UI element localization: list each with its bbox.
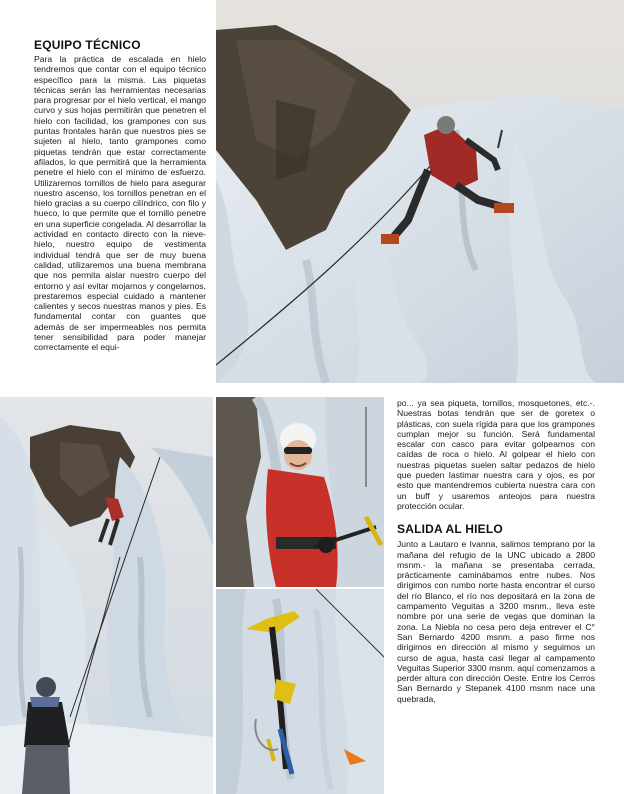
section-text-salida xyxy=(397,539,595,704)
photo-ice-axe xyxy=(216,589,384,794)
section-heading-equipo: EQUIPO TÉCNICO xyxy=(34,38,141,52)
paragraph-equipo: Para la práctica de escalada en hielo tendremos que contar con el equipo técnico específico para la misma. Las piquetas técnicas serán las herramientas necesarias para progresar por el hielo vertical, el mango curvo y sus hojas permitirán que penetren el hielo con facilidad, los grampones con sus puntas frontales harán que nuestros pies se sujeten al hielo, tanto grampones como piquetas tendrán que estar correctamente afilados, lo que permitirá que la herramienta penetre el hielo con el mínimo de esfuerzo. Utilizaremos tornillos de hielo para asegurar nuestro ascenso, los tornillos penetran en el hielo gracias a su cuerpo cilíndrico, con filo y hueco, lo que permite que el tornillo penetre en una superficie congelada. Al desarrollar la actividad en contacto directo con la nieve-hielo, nuestro equipo de vestimenta individual tendrá que ser de muy buena calidad, utilizaremos una buena membrana que nos permita aislar nuestro cuerpo del entorno y así evitar mojarnos y congelarnos, prestaremos especial cuidado a mantener calientes y secos nuestras manos y pies. Es fundamental contar con guantes que además de ser impermeables nos permita tener sensibilidad para poder manejar correctamente el equi- xyxy=(34,54,206,353)
photo-ice-climber xyxy=(216,0,624,383)
photo-smiling-climber xyxy=(216,397,384,587)
continuation-text xyxy=(397,398,595,511)
text-column-right xyxy=(397,398,595,704)
section-heading-salida: SALIDA AL HIELO xyxy=(397,522,503,537)
paragraph-continuation: po... ya sea piqueta, tornillos, mosquetones, etc.-. Nuestras botas tendrán que ser de goretex o plásticas, con suela rígida para que los grampones cumplan mejor su función. Será fundamental escalar con casco para evitar golpearnos con caídas de roca o hielo. Al golpear el hielo con nuestras piquetas suelen saltar pedazos de hielo que pueden lastimar nuestra cara y ojos, es por esto que mantendremos cubierta nuestra cara con un buff y usaremos anteojos para nuestra protección ocular. xyxy=(397,398,595,511)
paragraph-salida: Junto a Lautaro e Ivanna, salimos temprano por la mañana del refugio de la UNC ubicado a 2800 msnm.- la mañana se presentaba cerrada, prácticamente caminábamos entre nubes. Nos dirigimos con rumbo norte hasta encontrar el curso del río Blanco, el río nos depositará en la zona de campamento Veguitas a 3200 msnm., lleva este nombre por una serie de vegas que dominan la zona. La Niebla no cesa pero deja entrever el C° San Bernardo 4200 msnm. a paso firme nos dirigimos en dirección al mismo y seguimos un curso de agua, hasta casi llegar al campamento Veguitas Superior 3300 msnm. aquí comenzamos a perder altura con dirección Oeste. Entre los Cerros San Bernardo y Stepanek 4100 msnm nace una quebrada, xyxy=(397,539,595,704)
section-text-equipo xyxy=(34,54,206,353)
photo-frozen-waterfall xyxy=(0,397,213,794)
text-column-left xyxy=(34,38,206,353)
